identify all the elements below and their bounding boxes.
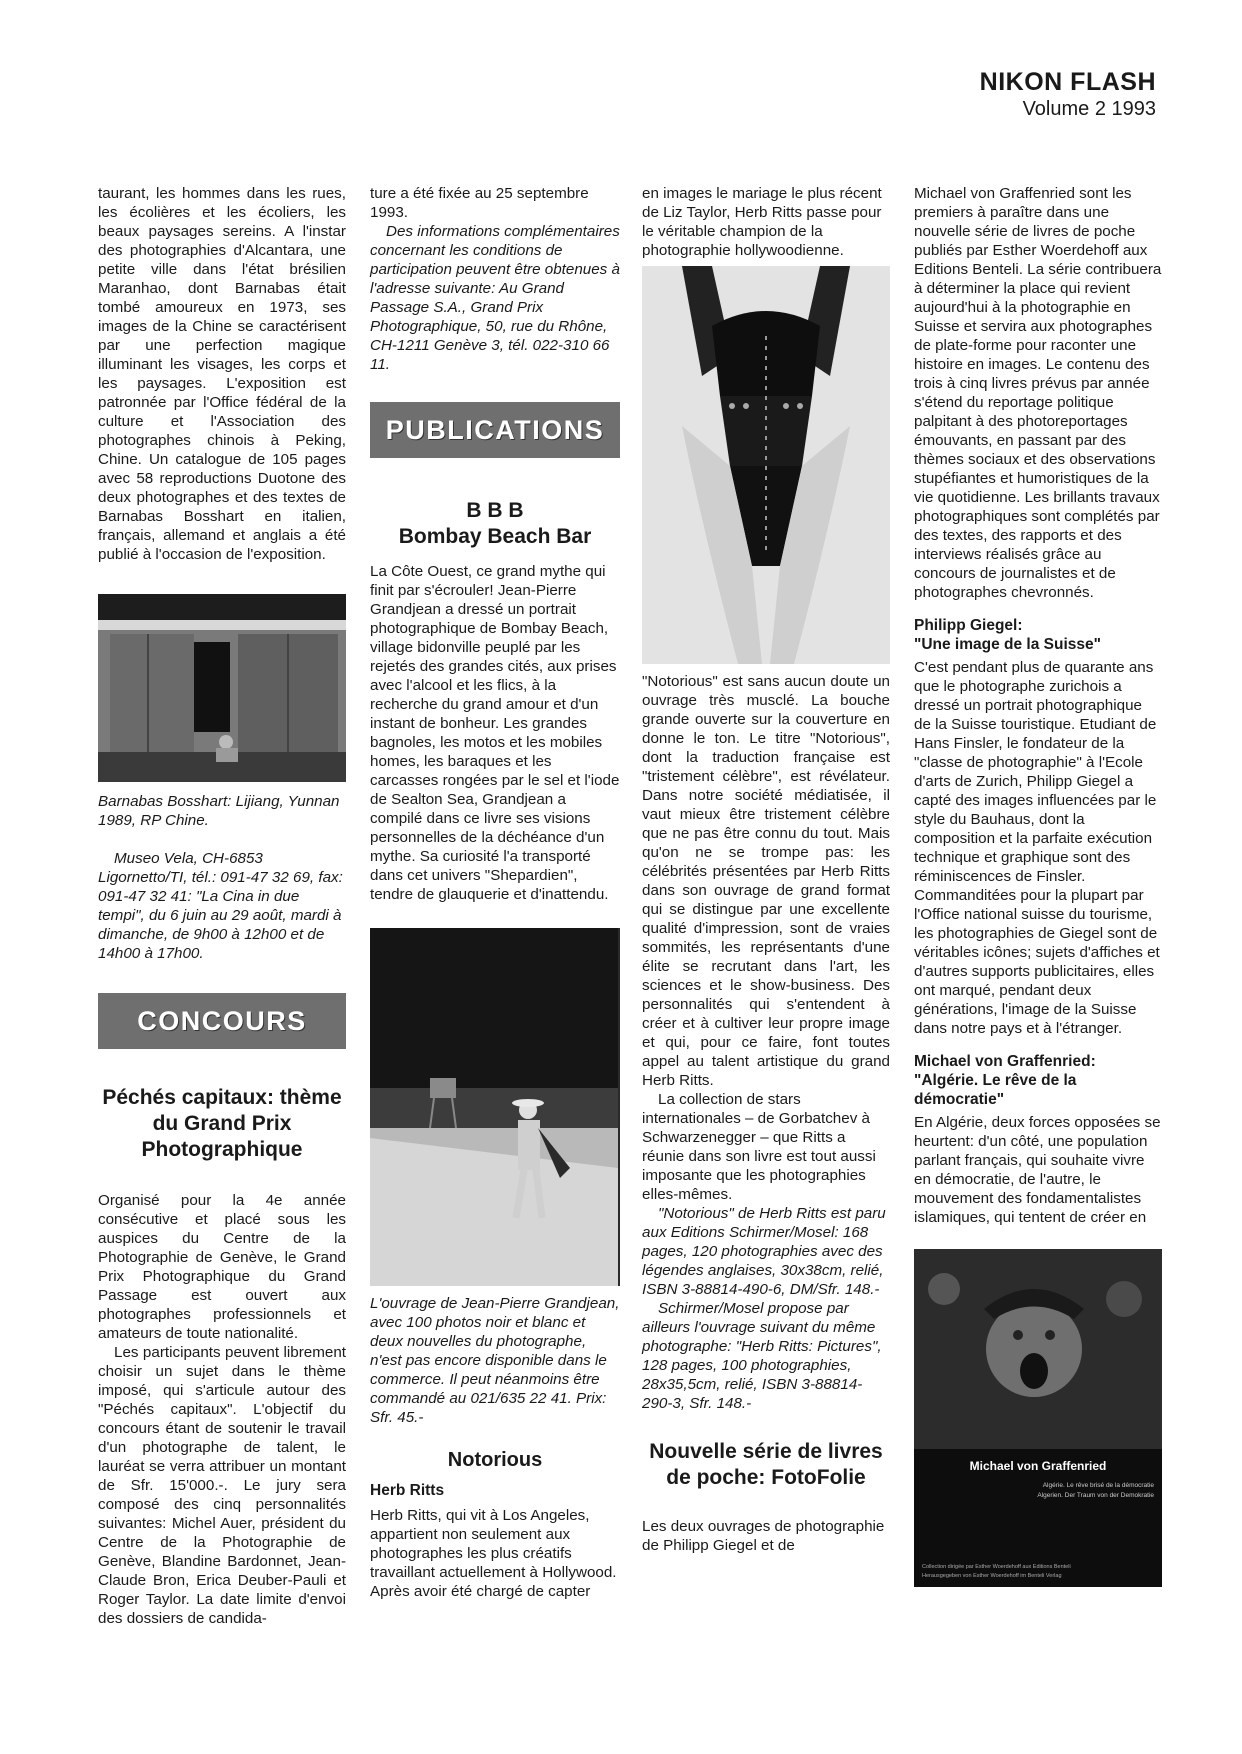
photo-herb-ritts xyxy=(642,266,890,664)
photo-caption: L'ouvrage de Jean-Pierre Grandjean, avec 100 photos noir et blanc et deux nouvelles du photographe, n'est pas encore disponible dans le commerce. Il peut néanmoins être commandé au 021/635 22 41. Prix: Sfr. 45.- xyxy=(370,1295,620,1426)
cover-footer: Collection dirigée par Esther Woerdehoff aux Editions Benteli xyxy=(922,1564,1071,1570)
body-text: Herb Ritts, qui vit à Los Angeles, appartient non seulement aux photographes les plus créatifs travaillant actuellement à Hollywood. Après avoir été chargé de capter xyxy=(370,1507,617,1600)
photo-bosshart xyxy=(98,594,346,782)
article-subheading: "Une image de la Suisse" xyxy=(914,636,1101,653)
section-band-concours xyxy=(98,993,346,1049)
article-heading: Péchés capitaux: thème du Grand Prix Photographique xyxy=(102,1086,342,1161)
article-heading: B B B xyxy=(466,499,524,522)
book-info: Schirmer/Mosel propose par ailleurs l'ouvrage suivant du même photographe: "Herb Ritts: Pictures", 128 pages, 100 photographies, 28x35,5cm, relié, ISBN 3-88814-290-3, Sfr. 148.- xyxy=(642,1300,882,1412)
column-1 xyxy=(98,184,346,1628)
column-3 xyxy=(642,184,890,1555)
section-band-label: PUBLICATIONS xyxy=(385,414,605,445)
article-subheading: Philipp Giegel: xyxy=(914,617,1023,634)
section-band-label: CONCOURS xyxy=(137,1005,307,1036)
header-title: NIKON FLASH xyxy=(979,68,1156,96)
article-heading: Notorious xyxy=(447,1449,543,1471)
body-text: Les participants peuvent librement choisir un sujet dans le thème imposé, qui s'articule autour des "Péchés capitaux". L'objectif du concours étant de soutenir le travail d'un photographe de talent, le lauréat se verra attribuer un montant de Sfr. 15'000.-. Le jury sera composé des cinq personnalités suivantes: Michel Auer, président du Centre de la Photographie de Genève, Blandine Bardonnet, Jean-Claude Bron, Erica Deuber-Pauli et Roger Taylor. La date limite d'envoi des dossiers de candida- xyxy=(98,1344,346,1627)
body-text: "Notorious" est sans aucun doute un ouvrage très musclé. La bouche grande ouverte sur la couverture en donne le ton. Le titre "Notorious", dont la traduction française est "tristement célèbre", est révélateur. Dans notre société médiatisée, il vaut mieux être tristement célèbre que ne pas être connu du tout. Mais qu'on ne se trompe pas: les célébrités présentées par Herb Ritts dans son ouvrage de grand format qui se distingue par une excellente qualité d'impression, sont de vraies sommités, les représentants d'une élite se recrutant dans l'art, les sciences et le show-business. Des personnalités qui s'entendent à créer et à cultiver leur propre image et qui, pour ce faire, font toutes appel au talent artistique du grand Herb Ritts. xyxy=(642,673,890,1089)
cover-footer: Herausgegeben von Esther Woerdehoff im Benteli Verlag xyxy=(922,1573,1062,1579)
column-4 xyxy=(914,184,1162,1587)
section-band-publications xyxy=(370,402,620,458)
body-text: Les deux ouvrages de photographie de Philipp Giegel et de xyxy=(642,1518,885,1554)
photo-caption: Barnabas Bosshart: Lijiang, Yunnan 1989, RP Chine. xyxy=(98,793,340,829)
article-heading: Nouvelle série de livres de poche: FotoFolie xyxy=(649,1440,883,1489)
body-text: La Côte Ouest, ce grand mythe qui finit par s'écrouler! Jean-Pierre Grandjean a dressé un portrait photographique de Bombay Beach, village bidonville peuplé par les rejetés des grandes cités, aux prises avec l'alcool et les flics, à la recherche du grand amour et d'un instant de bonheur. Les grandes bagnoles, les motos et les mobiles homes, les baraques et les carcasses rongées par le sel et l'iode de Sealton Sea, Grandjean a compilé dans ce livre ses visions personnelles de la déchéance d'un mythe. Sa curiosité l'a transporté dans cet univers "Shepardien", tendre de glauquerie et d'inattendu. xyxy=(370,563,620,903)
cover-subtitle: Algérie. Le rêve brisé de la démocratie xyxy=(1042,1482,1154,1489)
article-subheading: "Algérie. Le rêve de la démocratie" xyxy=(914,1072,1077,1108)
body-text: La collection de stars internationales – de Gorbatchev à Schwarzenegger – que Ritts a réunie dans son livre est tout aussi imposante que les photographies elles-mêmes. xyxy=(642,1091,876,1203)
body-text: En Algérie, deux forces opposées se heurtent: d'un côté, une population parlant français, qui souhaite vivre en démocratie, de l'autre, le mouvement des fondamentalistes islamiques, qui tentent de créer en xyxy=(914,1114,1161,1226)
cover-subtitle: Algerien. Der Traum von der Demokratie xyxy=(1037,1492,1154,1499)
article-subheading: Herb Ritts xyxy=(370,1482,445,1499)
book-info: "Notorious" de Herb Ritts est paru aux Editions Schirmer/Mosel: 168 pages, 120 photographies avec des légendes anglaises, 30x38cm, relié, ISBN 3-88814-490-6, DM/Sfr. 148.- xyxy=(642,1205,886,1298)
exhibition-info: Museo Vela, CH-6853 Ligornetto/TI, tél.: 091-47 32 69, fax: 091-47 32 41: "La Cina in due tempi", du 6 juin au 29 août, mardi à dimanche, de 9h00 à 12h00 et de 14h00 à 17h00. xyxy=(98,850,343,962)
cover-title: Michael von Graffenried xyxy=(969,1459,1107,1473)
info-text: Des informations complémentaires concernant les conditions de participation peuvent être obtenues à l'adresse suivante: Au Grand Passage S.A., Grand Prix Photographique, 50, rue du Rhône, CH-1211 Genève 3, tél. 022-310 66 11. xyxy=(370,223,620,373)
body-text: ture a été fixée au 25 septembre 1993. xyxy=(370,185,589,221)
column-2 xyxy=(370,184,620,1601)
header-volume: Volume 2 1993 xyxy=(1022,98,1156,120)
body-text: C'est pendant plus de quarante ans que le photographe zurichois a dressé un portrait photographique de la Suisse touristique. Etudiant de Hans Finsler, le fondateur de la "classe de photographie" à l'Ecole d'arts de Zurich, Philipp Giegel a capté des images influencées par le style du Bauhaus, dont la composition et la parfaite exécution technique et graphique sont des réminiscences de Finsler. Commanditées pour la plupart par l'Office national suisse du tourisme, les photographies de Giegel sont de véritables icônes; sujets d'affiches et d'autres supports publicitaires, elles ont marqué, pendant deux générations, l'image de la Suisse dans notre pays et à l'étranger. xyxy=(914,659,1160,1037)
body-text: Organisé pour la 4e année consécutive et placé sous les auspices du Centre de la Photographie de Genève, le Grand Prix Photographique du Grand Passage est ouvert aux photographes professionnels et amateurs de toute nationalité. xyxy=(98,1192,346,1342)
book-cover xyxy=(914,1249,1162,1587)
body-text: taurant, les hommes dans les rues, les écolières et les écoliers, les beaux paysages sereins. A l'instar des photographies d'Alcantara, une petite ville dans l'état brésilien Maranhao, dont Barnabas était tombé amoureux en 1973, ses images de la Chine se caractérisent par une perfection magique illuminant les visages, les corps et les paysages. L'exposition est patronnée par l'Office fédéral de la culture et l'Association des photographes chinois à Peking, Chine. Un catalogue de 105 pages avec 58 reproductions Duotone des deux photographes et des textes de Barnabas Bosshart en italien, français, allemand et anglais a été publié à l'occasion de l'exposition. xyxy=(98,185,346,563)
body-text: Michael von Graffenried sont les premiers à paraître dans une nouvelle série de livres de poche publiés par Esther Woerdehoff aux Editions Benteli. La série contribuera à déterminer la place qui revient aujourd'hui à la photographie en Suisse et servira aux photographes de plate-forme pour raconter une histoire en images. Le contenu des trois à cinq livres prévus par année s'étend du reportage politique palpitant à des photoreportages émouvants, en passant par des thèmes sociaux et des observations stupéfiantes et humoristiques de la vie quotidienne. Les brillants travaux photographiques sont complétés par des textes, des rapports et des interviews réalisés grâce au concours de journalistes et de photographes chevronnés. xyxy=(914,185,1162,601)
article-subheading: Michael von Graffenried: xyxy=(914,1053,1096,1070)
article-heading: Bombay Beach Bar xyxy=(398,525,592,548)
body-text: en images le mariage le plus récent de Liz Taylor, Herb Ritts passe pour le véritable champion de la photographie hollywoodienne. xyxy=(642,185,882,259)
photo-bombay-beach xyxy=(370,928,620,1286)
